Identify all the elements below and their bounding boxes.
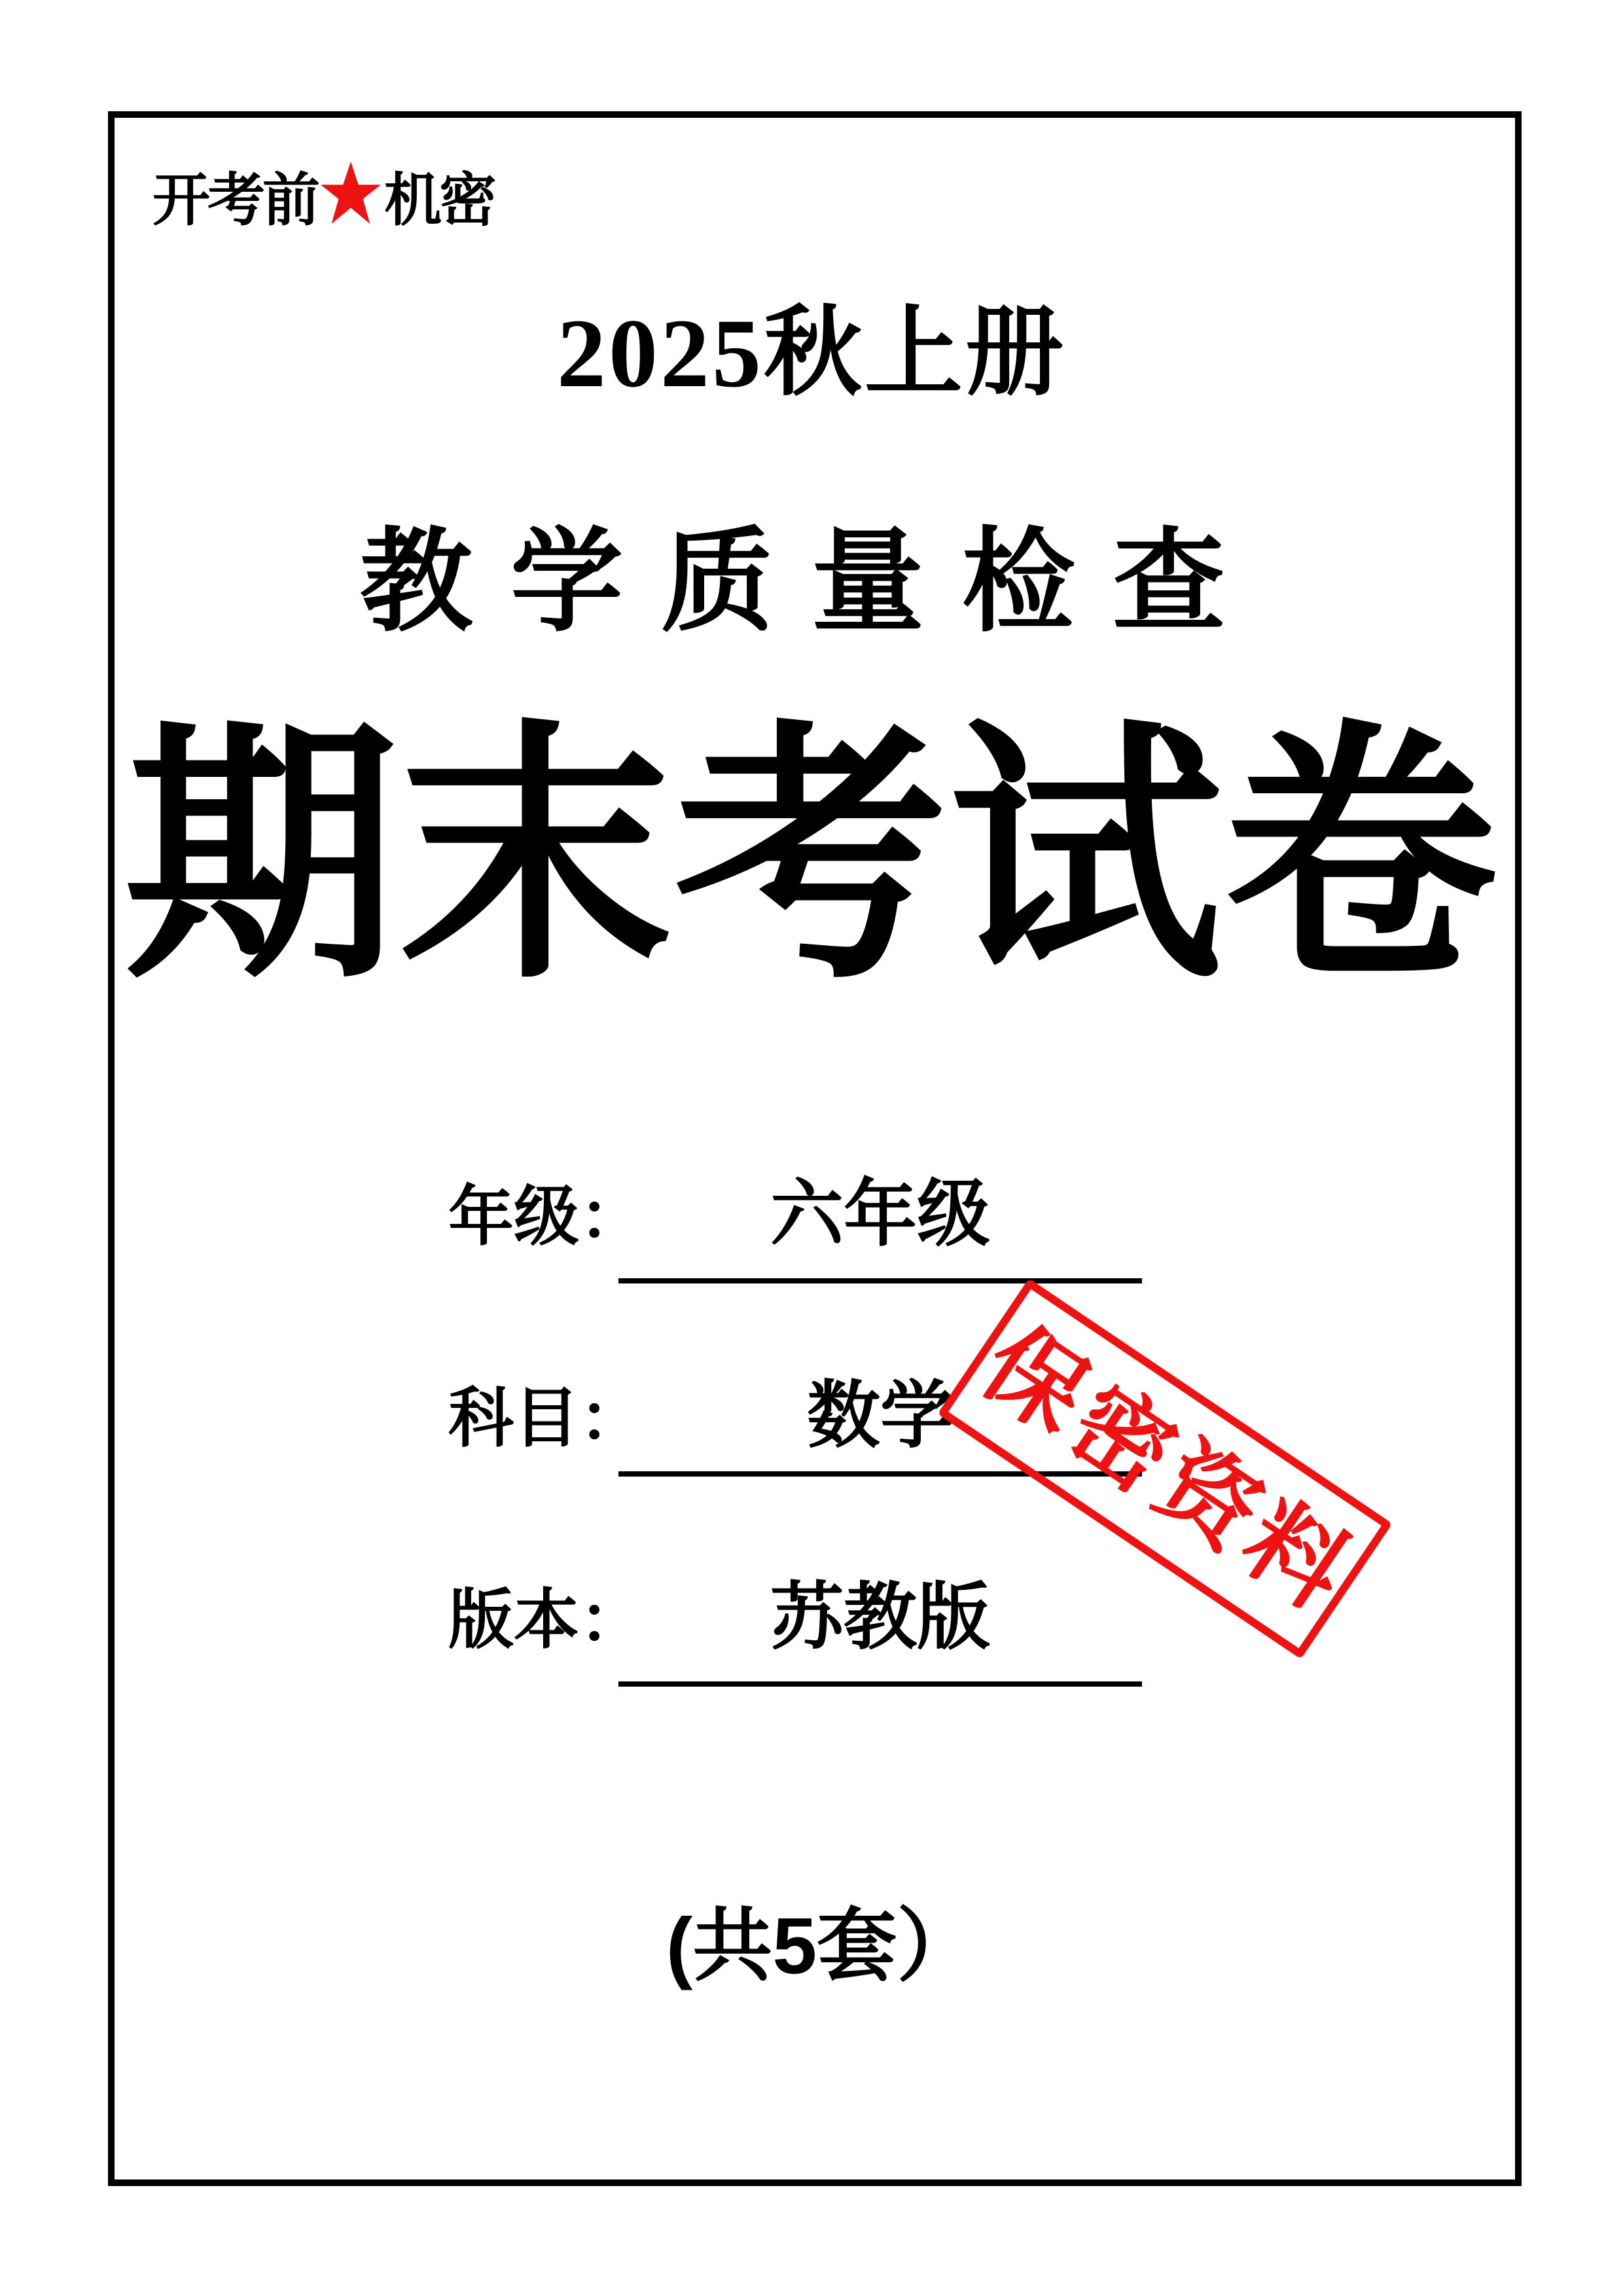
grade-value-box <box>618 1174 1142 1255</box>
security-header <box>152 156 494 232</box>
textbook-edition-label: 版本： <box>448 1584 645 1657</box>
confidential-stamp-text: 保密资料 <box>963 1308 1372 1633</box>
grade-row <box>448 1174 1234 1255</box>
subject-label: 科目： <box>448 1382 645 1455</box>
main-title: 期末考试卷 <box>124 704 1499 1009</box>
security-suffix-text: 机密 <box>384 170 495 233</box>
copies-count-note: (共5套） <box>666 1901 977 1990</box>
subject-value: 数学 <box>807 1376 954 1457</box>
quality-check-subtitle: 教学质量检查 <box>360 521 1263 645</box>
red-star-icon <box>319 156 383 232</box>
textbook-edition-value-box <box>618 1577 1142 1659</box>
page-border-frame <box>108 111 1522 2186</box>
textbook-edition-value: 苏教版 <box>770 1577 990 1659</box>
security-prefix-text: 开考前 <box>152 170 318 233</box>
textbook-edition-row <box>448 1577 1234 1659</box>
edition-title: 2025秋上册 <box>556 299 1066 408</box>
grade-label: 年级： <box>448 1181 645 1253</box>
grade-underline <box>618 1278 1142 1283</box>
grade-value: 六年级 <box>770 1174 990 1255</box>
textbook-edition-underline <box>618 1681 1142 1687</box>
